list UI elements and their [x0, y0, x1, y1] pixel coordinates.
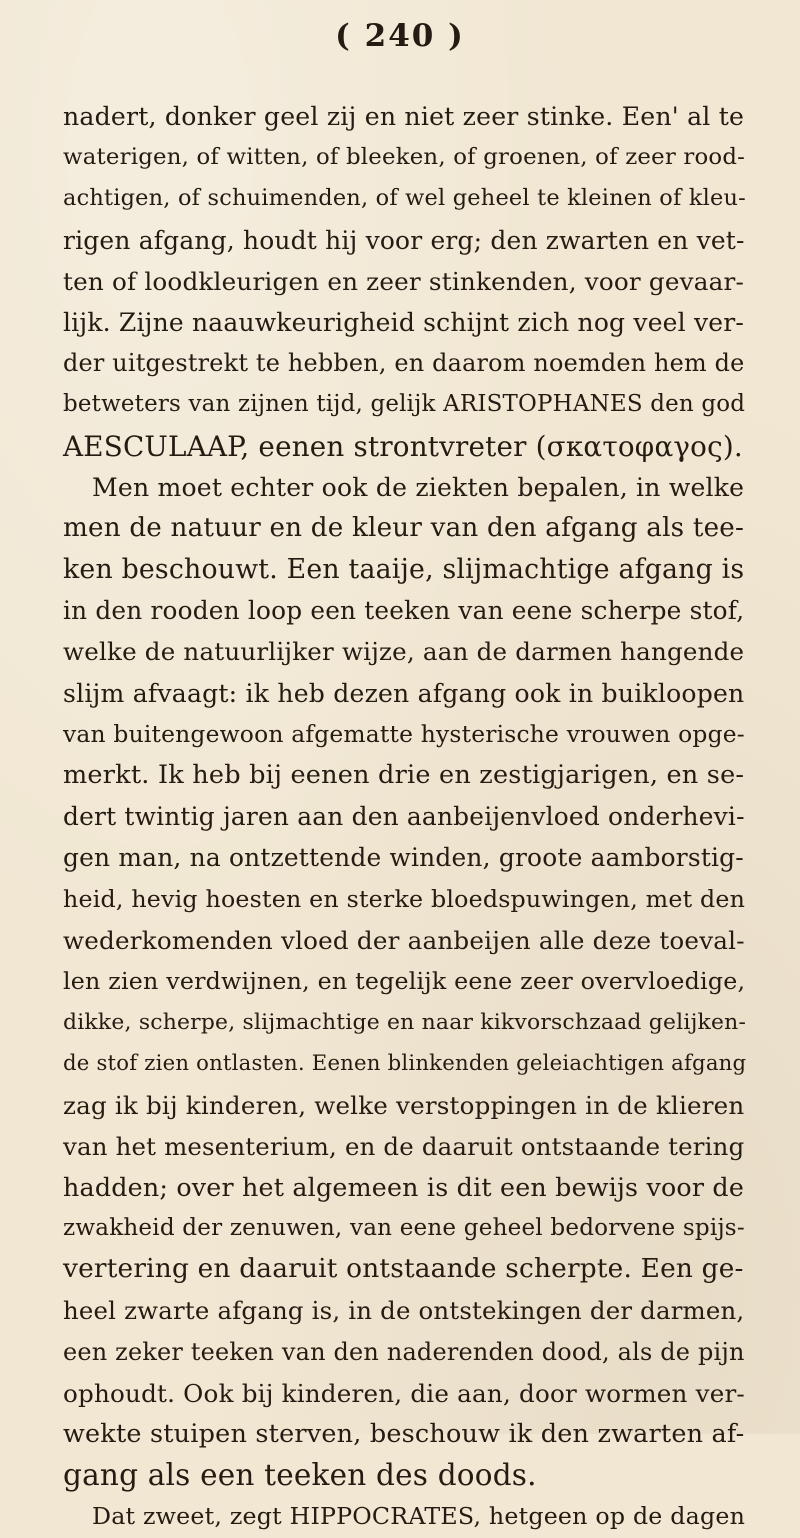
page-number: ( 240 ): [335, 18, 465, 54]
text-line: achtigen, of schuimenden, of wel geheel te kleinen of kleu-: [63, 185, 746, 212]
text-line: wekte stuipen sterven, beschouw ik den zwarten af-: [63, 1419, 745, 1449]
text-line: betweters van zijnen tijd, gelijk ARISTOPHANES den god: [63, 391, 746, 418]
text-line: AESCULAAP, eenen strontvreter (σκατοφαγος).: [63, 429, 743, 463]
text-line: lijk. Zijne naauwkeurigheid schijnt zich nog veel ver-: [63, 307, 745, 337]
text-line: welke de natuurlijker wijze, aan de darmen hangende: [63, 637, 745, 667]
text-line: wederkomenden vloed der aanbeijen alle deze toeval-: [63, 925, 745, 955]
text-line: hadden; over het algemeen is dit een bewijs voor de: [63, 1171, 745, 1202]
text-line: van het mesenterium, en de daaruit ontstaande tering: [63, 1131, 745, 1161]
text-line: vertering en daaruit ontstaande scherpte. Een ge-: [63, 1254, 744, 1285]
text-line: gen man, na ontzettende winden, groote aamborstig-: [63, 843, 744, 873]
text-line: de stof zien ontlasten. Eenen blinkenden geleiachtigen afgang: [63, 1051, 747, 1077]
text-line: Men moet echter ook de ziekten bepalen, in welke: [92, 472, 745, 502]
text-line: gang als een teeken des doods.: [63, 1458, 537, 1493]
text-line: van buitengewoon afgematte hysterische vrouwen opge-: [63, 719, 745, 748]
text-line: waterigen, of witten, of bleeken, of groenen, of zeer rood-: [63, 144, 746, 171]
text-line: dert twintig jaren aan den aanbeijenvloed onderhevi-: [63, 802, 745, 832]
text-line: der uitgestrekt te hebben, en daarom noemden hem de: [63, 349, 745, 378]
text-line: ken beschouwt. Een taaije, slijmachtige afgang is: [63, 554, 745, 586]
text-line: een zeker teeken van den naderenden dood, als de pijn: [63, 1337, 745, 1366]
body-text: [63, 96, 747, 1538]
text-line: in den rooden loop een teeken van eene scherpe stof,: [63, 596, 745, 626]
text-line: rigen afgang, houdt hij voor erg; den zwarten en vet-: [63, 225, 745, 255]
text-line: merkt. Ik heb bij eenen drie en zestigjarigen, en se-: [63, 760, 745, 790]
text-line: ten of loodkleurigen en zeer stinkenden, voor gevaar-: [63, 266, 745, 296]
text-line: heel zwarte afgang is, in de ontstekingen der darmen,: [63, 1296, 745, 1326]
text-line: len zien verdwijnen, en tegelijk eene zeer overvloedige,: [63, 966, 746, 995]
text-line: Dat zweet, zegt HIPPOCRATES, hetgeen op de dagen: [92, 1502, 746, 1531]
text-line: nadert, donker geel zij en niet zeer stinke. Een' al te: [63, 102, 745, 131]
text-line: dikke, scherpe, slijmachtige en naar kikvorschzaad gelijken-: [63, 1010, 747, 1036]
text-line: zwakheid der zenuwen, van eene geheel bedorvene spijs-: [63, 1215, 745, 1242]
text-line: zag ik bij kinderen, welke verstoppingen in de klieren: [63, 1090, 745, 1120]
text-line: heid, hevig hoesten en sterke bloedspuwingen, met den: [63, 884, 746, 913]
text-line: slijm afvaagt: ik heb dezen afgang ook in buikloopen: [63, 678, 745, 708]
text-line: men de natuur en de kleur van den afgang als tee-: [63, 512, 745, 543]
text-line: ophoudt. Ook bij kinderen, die aan, door wormen ver-: [63, 1378, 745, 1408]
